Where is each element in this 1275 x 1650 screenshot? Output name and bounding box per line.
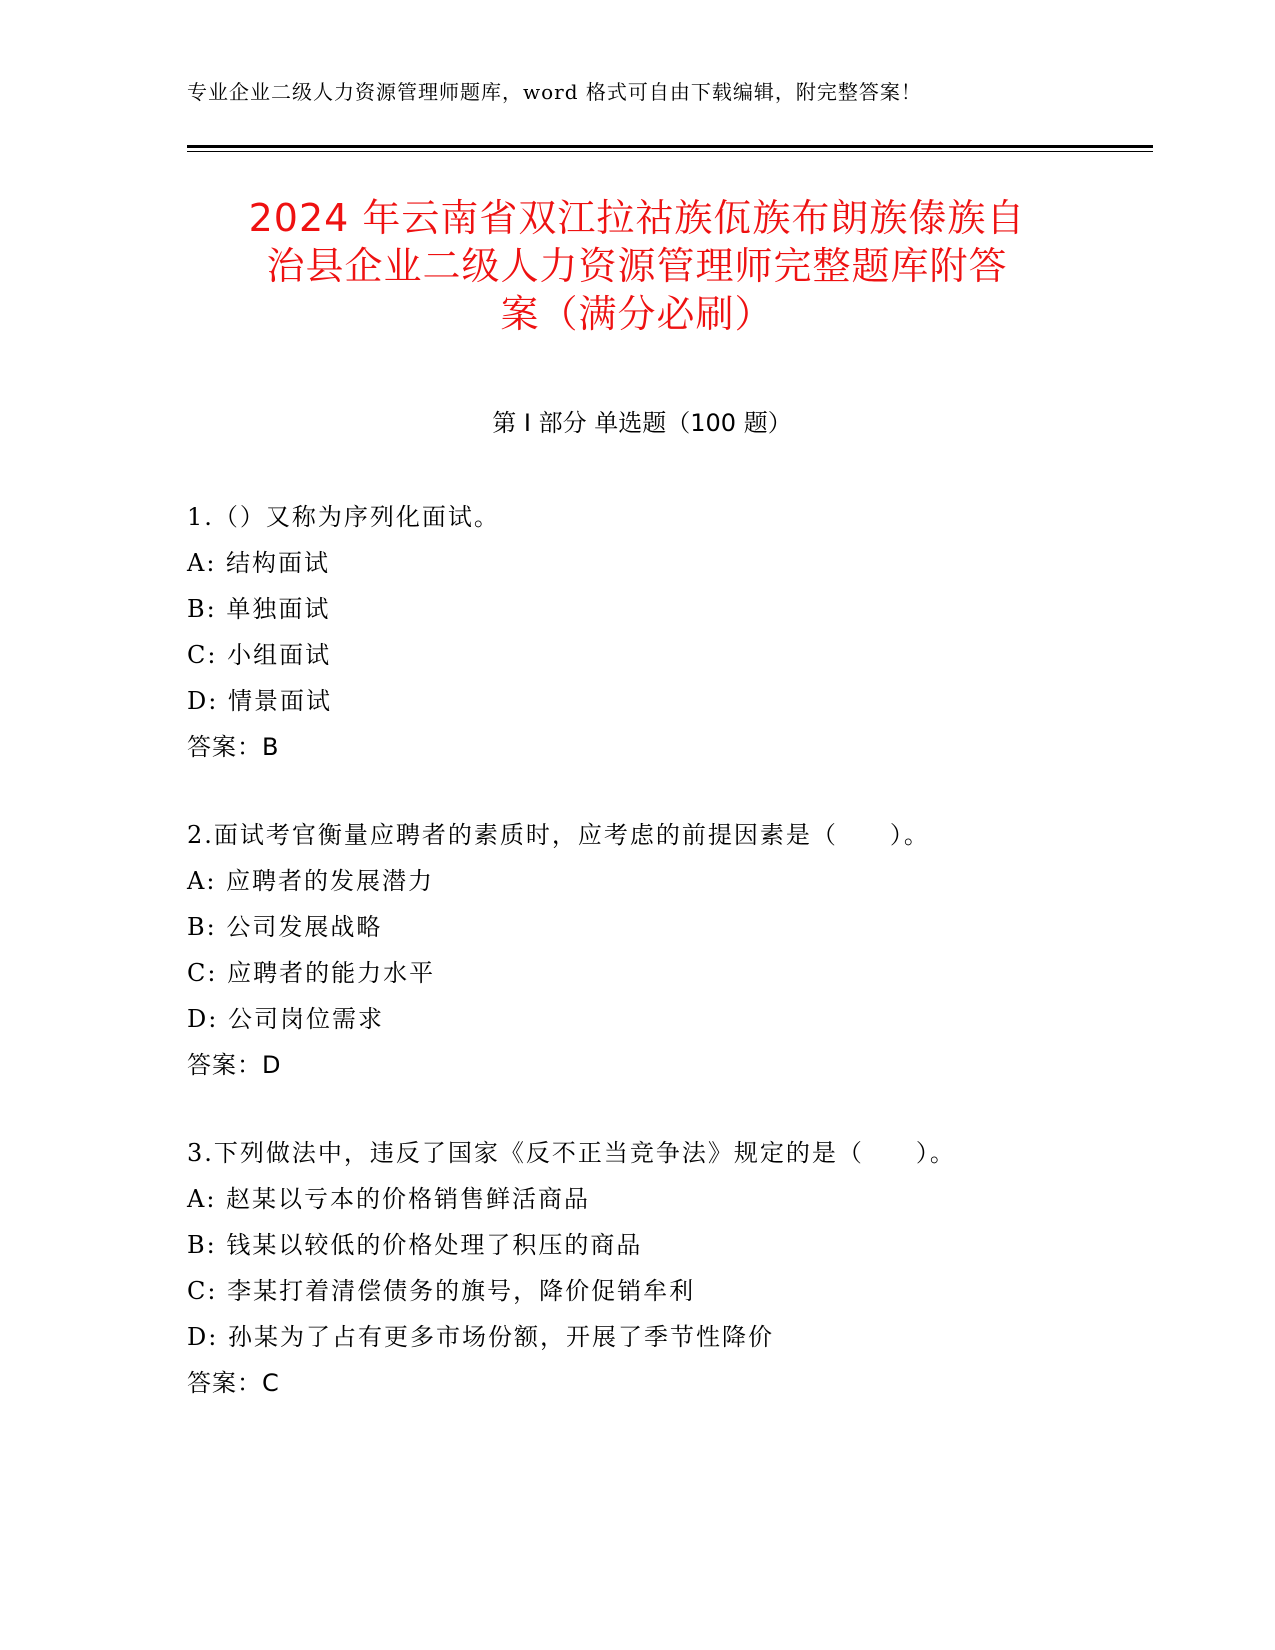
header-rule-thick — [187, 145, 1153, 148]
option-d: D: 孙某为了占有更多市场份额，开展了季节性降价 — [187, 1323, 774, 1351]
document-title — [187, 194, 1087, 338]
option-c: C: 李某打着清偿债务的旗号，降价促销牟利 — [187, 1277, 696, 1305]
option-b: B: 公司发展战略 — [187, 913, 383, 941]
option-a: A: 赵某以亏本的价格销售鲜活商品 — [187, 1185, 591, 1213]
option-d: D: 情景面试 — [187, 687, 332, 715]
document-title-line-1: 2024 年云南省双江拉祜族佤族布朗族傣族自 — [248, 196, 1026, 240]
document-title-line-3: 案（满分必刷） — [500, 292, 774, 336]
question-stem: 1.（）又称为序列化面试。 — [187, 503, 500, 531]
answer: 答案：C — [187, 1369, 280, 1397]
question-stem: 3.下列做法中，违反了国家《反不正当竞争法》规定的是（ ）。 — [187, 1139, 956, 1167]
document-title-line-2: 治县企业二级人力资源管理师完整题库附答 — [266, 244, 1008, 288]
section-title: 第 I 部分 单选题（100 题） — [492, 409, 792, 437]
question-2 — [187, 812, 1127, 1088]
option-c: C: 应聘者的能力水平 — [187, 959, 436, 987]
option-b: B: 钱某以较低的价格处理了积压的商品 — [187, 1231, 643, 1259]
question-1 — [187, 494, 1127, 770]
option-d: D: 公司岗位需求 — [187, 1005, 384, 1033]
header-note: 专业企业二级人力资源管理师题库，word 格式可自由下载编辑，附完整答案！ — [187, 80, 922, 104]
option-c: C: 小组面试 — [187, 641, 332, 669]
question-3 — [187, 1130, 1127, 1406]
option-a: A: 应聘者的发展潜力 — [187, 867, 435, 895]
header-rule-thin — [187, 151, 1153, 152]
answer: 答案：B — [187, 733, 280, 761]
option-b: B: 单独面试 — [187, 595, 331, 623]
question-stem: 2.面试考官衡量应聘者的素质时，应考虑的前提因素是（ ）。 — [187, 821, 930, 849]
option-a: A: 结构面试 — [187, 549, 331, 577]
answer: 答案：D — [187, 1051, 282, 1079]
